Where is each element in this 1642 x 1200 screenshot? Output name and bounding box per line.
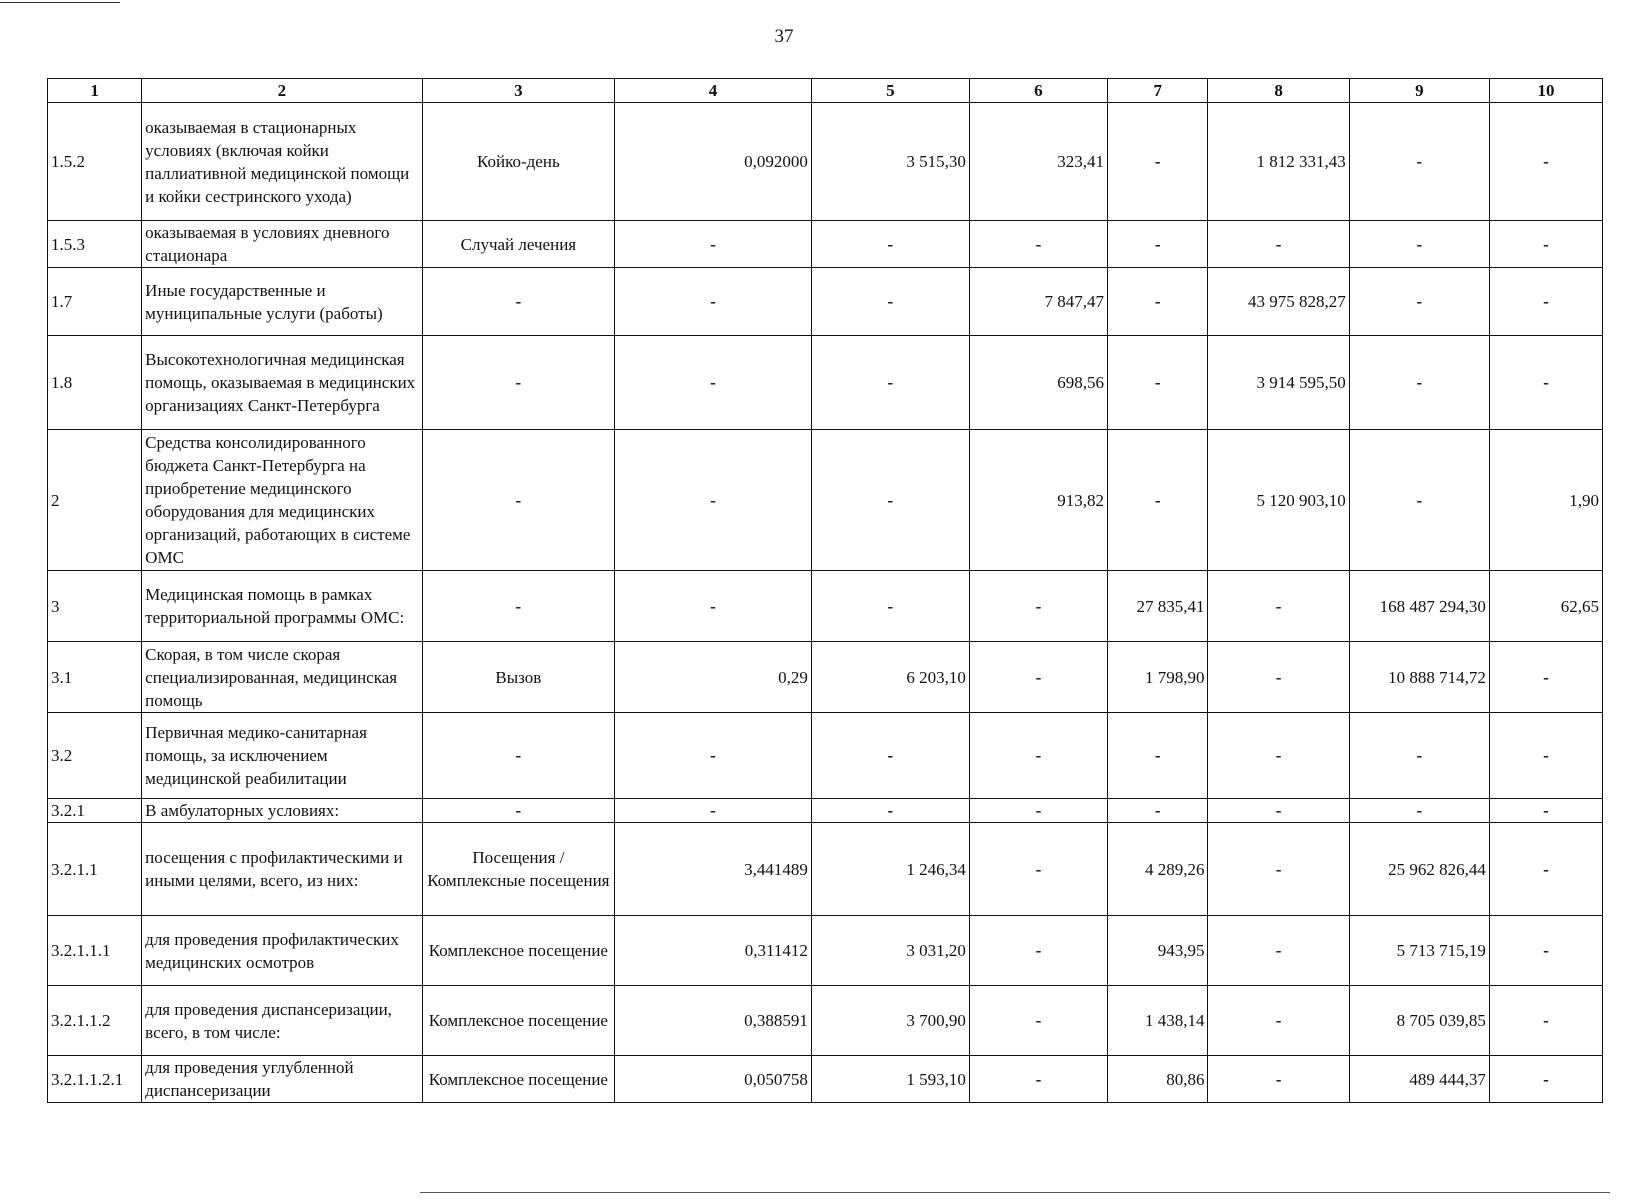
row-unit: Случай лечения [422,221,615,268]
cell-col5: 6 203,10 [811,642,969,713]
cell-col9: - [1349,713,1489,799]
cell-col7: 27 835,41 [1107,571,1207,642]
cell-col8: - [1208,986,1349,1056]
table-row [48,799,1603,823]
table-row [48,221,1603,268]
row-name: оказываемая в условиях дневного стационара [142,221,422,268]
table-row [48,916,1603,986]
cell-col9: - [1349,336,1489,430]
cell-col5: 3 031,20 [811,916,969,986]
cell-col7: 4 289,26 [1107,823,1207,916]
cell-col10: - [1489,799,1602,823]
cell-col4: 0,29 [615,642,812,713]
row-name: Первичная медико-санитарная помощь, за исключением медицинской реабилитации [142,713,422,799]
cell-col4: - [615,268,812,336]
row-code: 3.2.1 [48,799,142,823]
data-table [47,78,1603,1103]
cell-col4: - [615,571,812,642]
cell-col5: - [811,799,969,823]
cell-col8: - [1208,916,1349,986]
cell-col6: - [969,1056,1107,1103]
cell-col9: 25 962 826,44 [1349,823,1489,916]
cell-col10: 1,90 [1489,430,1602,571]
cell-col8: - [1208,571,1349,642]
cell-col7: 943,95 [1107,916,1207,986]
cell-col6: - [969,642,1107,713]
row-code: 3.1 [48,642,142,713]
col-header: 5 [811,79,969,103]
cell-col4: 0,388591 [615,986,812,1056]
cell-col5: 3 515,30 [811,103,969,221]
cell-col9: - [1349,268,1489,336]
cell-col8: - [1208,221,1349,268]
cell-col7: - [1107,430,1207,571]
cell-col5: - [811,268,969,336]
cell-col5: 1 593,10 [811,1056,969,1103]
col-header: 3 [422,79,615,103]
row-name: В амбулаторных условиях: [142,799,422,823]
col-header: 6 [969,79,1107,103]
col-header: 2 [142,79,422,103]
row-unit: Комплексное посещение [422,986,615,1056]
cell-col5: 1 246,34 [811,823,969,916]
cell-col4: - [615,713,812,799]
cell-col5: - [811,713,969,799]
cell-col8: 1 812 331,43 [1208,103,1349,221]
cell-col5: 3 700,90 [811,986,969,1056]
cell-col6: 323,41 [969,103,1107,221]
cell-col10: - [1489,103,1602,221]
table-row [48,430,1603,571]
cell-col6: 7 847,47 [969,268,1107,336]
cell-col9: - [1349,103,1489,221]
row-unit: - [422,430,615,571]
row-code: 3.2.1.1.1 [48,916,142,986]
cell-col7: - [1107,336,1207,430]
row-code: 1.8 [48,336,142,430]
row-name: посещения с профилактическими и иными целями, всего, из них: [142,823,422,916]
cell-col5: - [811,571,969,642]
row-code: 3 [48,571,142,642]
row-unit: - [422,799,615,823]
table-row [48,571,1603,642]
row-code: 3.2.1.1.2 [48,986,142,1056]
cell-col6: 913,82 [969,430,1107,571]
row-code: 3.2 [48,713,142,799]
cell-col7: - [1107,103,1207,221]
cell-col6: - [969,823,1107,916]
row-unit: Комплексное посещение [422,1056,615,1103]
cell-col4: 0,311412 [615,916,812,986]
row-name: для проведения диспансеризации, всего, в том числе: [142,986,422,1056]
row-name: для проведения углубленной диспансеризации [142,1056,422,1103]
cell-col4: 0,050758 [615,1056,812,1103]
col-header: 7 [1107,79,1207,103]
table-row [48,823,1603,916]
cell-col9: 10 888 714,72 [1349,642,1489,713]
cell-col8: - [1208,799,1349,823]
cell-col4: - [615,799,812,823]
table-row [48,713,1603,799]
col-header: 9 [1349,79,1489,103]
col-header: 10 [1489,79,1602,103]
cell-col7: - [1107,799,1207,823]
row-code: 2 [48,430,142,571]
page-number: 37 [774,26,794,47]
table-row [48,642,1603,713]
table-row [48,986,1603,1056]
cell-col4: - [615,430,812,571]
cell-col10: - [1489,713,1602,799]
row-code: 1.7 [48,268,142,336]
cell-col10: - [1489,221,1602,268]
cell-col8: 43 975 828,27 [1208,268,1349,336]
row-unit: - [422,571,615,642]
row-name: Скорая, в том числе скорая специализированная, медицинская помощь [142,642,422,713]
cell-col6: - [969,986,1107,1056]
col-header: 4 [615,79,812,103]
cell-col9: - [1349,430,1489,571]
row-unit: - [422,336,615,430]
table-row [48,103,1603,221]
header-row [48,79,1603,103]
row-name: для проведения профилактических медицинских осмотров [142,916,422,986]
row-name: Иные государственные и муниципальные услуги (работы) [142,268,422,336]
row-code: 3.2.1.1 [48,823,142,916]
cell-col9: - [1349,799,1489,823]
cell-col10: - [1489,916,1602,986]
cell-col9: 8 705 039,85 [1349,986,1489,1056]
row-code: 1.5.3 [48,221,142,268]
cell-col6: - [969,221,1107,268]
cell-col7: 1 438,14 [1107,986,1207,1056]
col-header: 1 [48,79,142,103]
row-name: Медицинская помощь в рамках территориальной программы ОМС: [142,571,422,642]
cell-col5: - [811,336,969,430]
cell-col8: - [1208,642,1349,713]
cell-col4: 0,092000 [615,103,812,221]
cell-col7: - [1107,221,1207,268]
cell-col10: - [1489,268,1602,336]
bottom-edge-line [420,1192,1610,1193]
row-code: 1.5.2 [48,103,142,221]
cell-col5: - [811,430,969,571]
cell-col5: - [811,221,969,268]
cell-col4: - [615,336,812,430]
cell-col9: 5 713 715,19 [1349,916,1489,986]
cell-col9: - [1349,221,1489,268]
cell-col8: - [1208,823,1349,916]
cell-col7: 1 798,90 [1107,642,1207,713]
table-row [48,336,1603,430]
cell-col6: 698,56 [969,336,1107,430]
cell-col7: - [1107,268,1207,336]
cell-col7: 80,86 [1107,1056,1207,1103]
cell-col8: 3 914 595,50 [1208,336,1349,430]
cell-col4: - [615,221,812,268]
row-name: Средства консолидированного бюджета Санкт-Петербурга на приобретение медицинского оборудования для медицинских организаций, работающих в системе ОМС [142,430,422,571]
cell-col10: - [1489,336,1602,430]
table-row [48,268,1603,336]
cell-col8: - [1208,713,1349,799]
row-unit: Комплексное посещение [422,916,615,986]
top-edge-line [0,2,120,3]
row-name: Высокотехнологичная медицинская помощь, оказываемая в медицинских организациях Санкт-Петербурга [142,336,422,430]
cell-col4: 3,441489 [615,823,812,916]
row-unit: Вызов [422,642,615,713]
row-unit: - [422,713,615,799]
cell-col9: 489 444,37 [1349,1056,1489,1103]
cell-col6: - [969,571,1107,642]
cell-col10: - [1489,823,1602,916]
cell-col10: - [1489,642,1602,713]
cell-col7: - [1107,713,1207,799]
cell-col10: - [1489,986,1602,1056]
cell-col8: - [1208,1056,1349,1103]
cell-col8: 5 120 903,10 [1208,430,1349,571]
cell-col9: 168 487 294,30 [1349,571,1489,642]
table-row [48,1056,1603,1103]
cell-col6: - [969,713,1107,799]
col-header: 8 [1208,79,1349,103]
row-unit: Койко-день [422,103,615,221]
cell-col10: 62,65 [1489,571,1602,642]
cell-col6: - [969,916,1107,986]
cell-col10: - [1489,1056,1602,1103]
cell-col6: - [969,799,1107,823]
row-unit: - [422,268,615,336]
row-unit: Посещения / Комплексные посещения [422,823,615,916]
row-name: оказываемая в стационарных условиях (включая койки паллиативной медицинской помощи и койки сестринского ухода) [142,103,422,221]
row-code: 3.2.1.1.2.1 [48,1056,142,1103]
